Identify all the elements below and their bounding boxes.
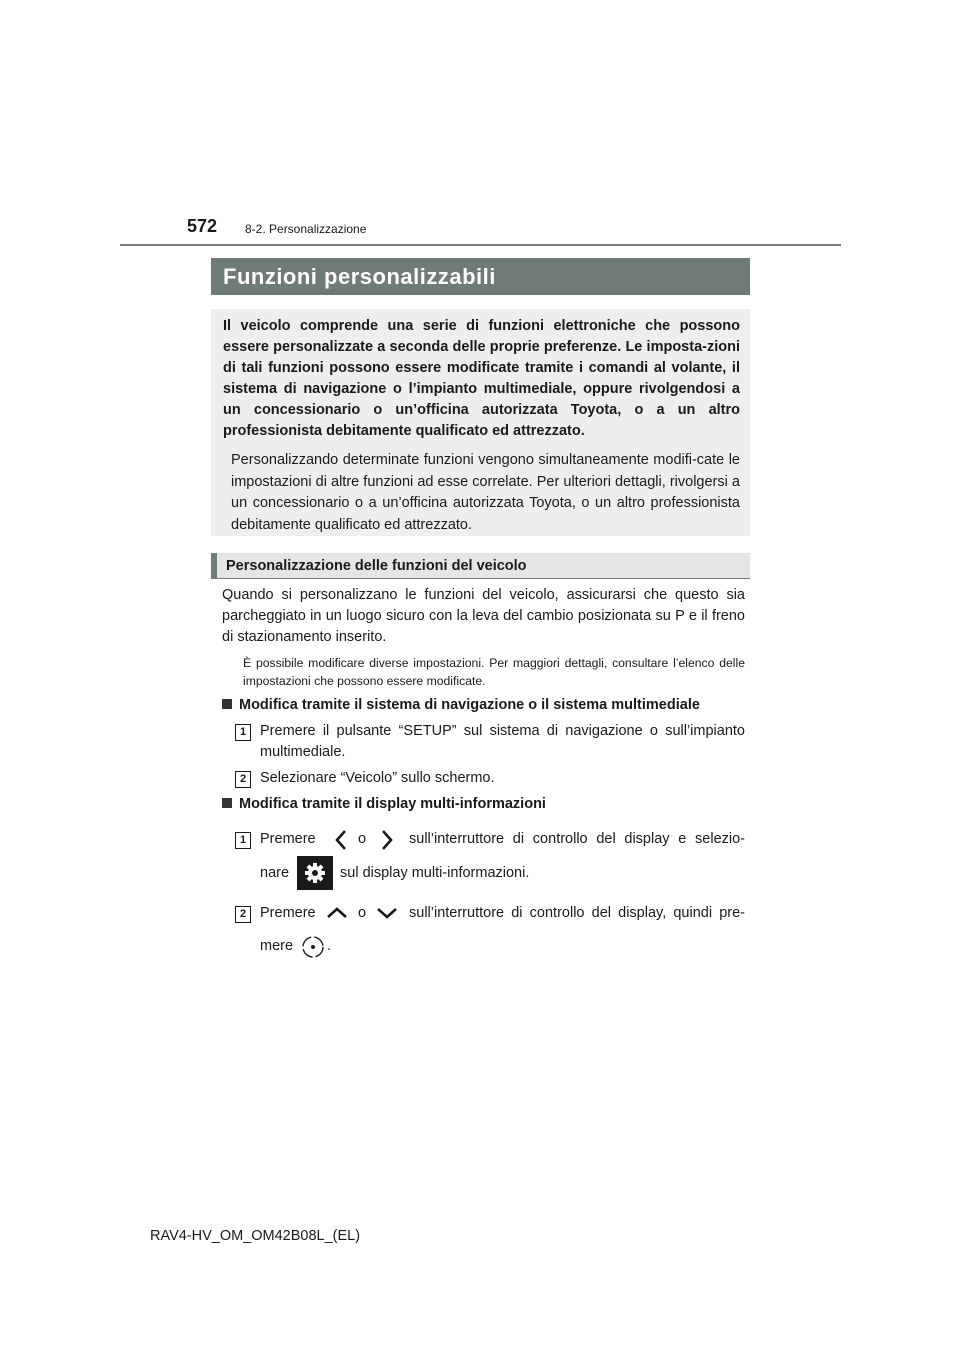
subsection-header: Personalizzazione delle funzioni del veicolo	[211, 553, 750, 579]
page-title: Funzioni personalizzabili	[211, 258, 750, 295]
subsection-note: È possibile modificare diverse impostazioni. Per maggiori dettagli, consultare l’elenco delle impostazioni che possono essere modificate.	[243, 656, 745, 688]
bullet-square-icon	[222, 699, 232, 709]
enter-button-icon	[301, 935, 325, 959]
method2-title: Modifica tramite il display multi-informazioni	[239, 796, 546, 812]
method2-step1-text: sull’interruttore di controllo del display e selezio-	[409, 831, 745, 847]
subsection-paragraph: Quando si personalizzano le funzioni del veicolo, assicurarsi che questo sia parcheggiato in un luogo sicuro con la leva del cambio posizionata su P e il freno di stazionamento inserito.	[222, 587, 745, 645]
step-badge: 2	[235, 771, 251, 788]
intro-box	[211, 309, 750, 536]
intro-bold-text: Il veicolo comprende una serie di funzioni elettroniche che possono essere personalizzate a seconda delle proprie preferenze. Le imposta-zioni di tali funzioni possono essere modificate tramite i comandi al volante, il sistema di navigazione o l’impianto multimediale, oppure rivolgendosi a un concessionario o un’officina autorizzata Toyota, o a un altro professionista debitamente qualificato ed attrezzato.	[223, 318, 740, 439]
bullet-square-icon	[222, 798, 232, 808]
page-number: 572	[187, 216, 218, 236]
chevron-up-icon	[325, 906, 349, 920]
method2-step2-mere: mere	[260, 938, 294, 954]
method2-step1-premere: Premere	[260, 831, 316, 847]
method2-step1-display: sul display multi-informazioni.	[340, 865, 530, 881]
method2-step2-period: .	[327, 938, 332, 954]
method2-step2-or: o	[358, 905, 367, 921]
document-footer: RAV4-HV_OM_OM42B08L_(EL)	[150, 1228, 361, 1244]
method1-heading	[222, 697, 700, 713]
method1-title: Modifica tramite il sistema di navigazione o il sistema multimediale	[239, 697, 700, 713]
chevron-left-icon	[334, 828, 348, 852]
section-label: 8-2. Personalizzazione	[245, 222, 367, 236]
chevron-down-icon	[375, 906, 399, 920]
step-badge: 1	[235, 724, 251, 741]
chevron-right-icon	[380, 828, 394, 852]
method2-heading	[222, 796, 546, 812]
header-rule	[120, 244, 841, 246]
method2-step2-premere: Premere	[260, 905, 316, 921]
step-badge: 2	[235, 906, 251, 923]
method2-step1-nare: nare	[260, 865, 290, 881]
method2-step1-or: o	[358, 831, 367, 847]
method2-step2-text: sull’interruttore di controllo del display, quindi pre-	[409, 905, 745, 921]
gear-icon	[297, 856, 333, 890]
intro-normal-text: Personalizzando determinate funzioni vengono simultaneamente modifi-cate le impostazioni di altre funzioni ad esse correlate. Per ulteriori dettagli, rivolgersi a un concessionario o a un’officina autorizzata Toyota, o un altro professionista debitamente qualificato ed attrezzato.	[231, 452, 740, 533]
step-badge: 1	[235, 832, 251, 849]
method1-step2-text: Selezionare “Veicolo” sullo schermo.	[260, 770, 495, 786]
method1-step1-text: Premere il pulsante “SETUP” sul sistema di navigazione o sull’impianto multimediale.	[260, 723, 745, 760]
